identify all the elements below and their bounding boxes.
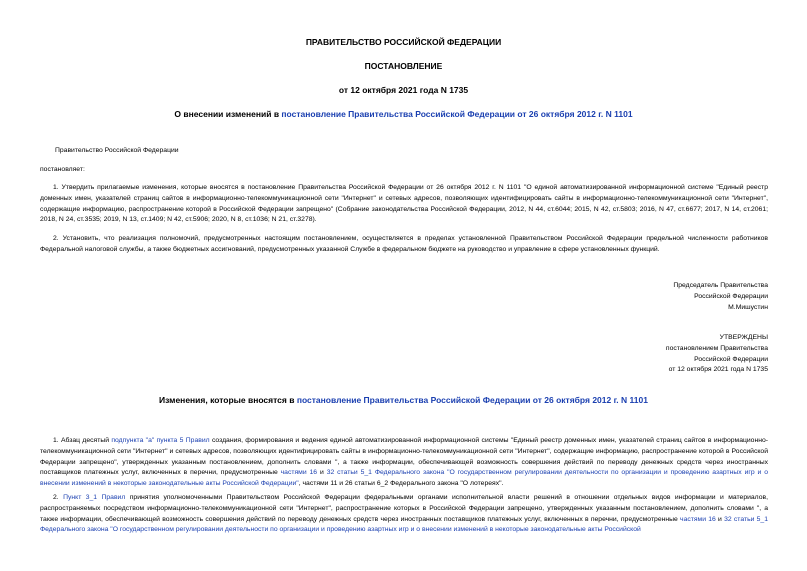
signature-block xyxy=(673,281,768,313)
changes-title xyxy=(0,395,807,405)
change-1-text-a: 1. Абзац десятый xyxy=(53,437,112,444)
document-type-heading: ПОСТАНОВЛЕНИЕ xyxy=(364,61,443,71)
change-1-link-rule[interactable]: подпункта "а" пункта 5 Правил xyxy=(111,437,210,444)
document-title-link[interactable]: постановление Правительства Российской Федерации от 26 октября 2012 г. N 1101 xyxy=(281,109,633,119)
change-1-text-c: и xyxy=(317,469,327,477)
change-1-link-part16[interactable]: частями 16 xyxy=(280,469,318,477)
change-1 xyxy=(40,436,768,490)
change-2-link-rule[interactable]: Пункт 3_1 Правил xyxy=(63,494,126,501)
change-2-link-part16[interactable]: частями 16 xyxy=(680,515,716,523)
decrees-text: постановляет: xyxy=(40,166,85,173)
approval-line-3: от 12 октября 2021 года N 1735 xyxy=(668,366,768,374)
paragraph-1 xyxy=(40,183,768,226)
document-title xyxy=(0,109,807,119)
document-title-prefix: О внесении изменений в xyxy=(174,109,282,119)
change-2-link-law[interactable]: 32 статьи 5_1 Федерального закона "О государственном регулировании деятельности по организации и проведению азартных игр и о внесении изменений в некоторые законодательные акты Российской xyxy=(40,515,768,534)
paragraph-1-text: 1. Утвердить прилагаемые изменения, которые вносятся в постановление Правительства Российской Федерации от 26 октября 2012 г. N 1101 "О единой автоматизированной информационной системе "Единый реестр доменных имен, указателей страниц сайтов в информационно-телекоммуникационной сети "Интернет" и сетевых адресов, позволяющих идентифицировать сайты в информационно-телекоммуникационной сети "Интернет", содержащие информацию, распространение которой в Российской Федерации запрещено" (Собрание законодательства Российской Федерации, 2012, N 44, ст.6044; 2015, N 42, ст.5803; 2016, N 47, ст.6677; 2017, N 14, ст.2061; 2018, N 24, ст.3535; 2019, N 13, ст.1409; N 42, ст.5906; 2020, N 8, ст.1036; N 21, ст.3278). xyxy=(40,184,768,224)
approval-heading: УТВЕРЖДЕНЫ xyxy=(719,334,768,341)
paragraph-2-text: 2. Установить, что реализация полномочий, предусмотренных настоящим постановлением, осуществляется в пределах установленной Правительством Российской Федерации предельной численности работников Федеральной налоговой службы, а также бюджетных ассигнований, предусмотренных указанной Службе в федеральном бюджете на руководство и управление в сфере установленных функций. xyxy=(40,235,768,253)
change-2-text-a: 2. xyxy=(53,494,64,501)
changes-title-prefix: Изменения, которые вносятся в xyxy=(159,395,297,405)
approval-block xyxy=(666,333,768,376)
approval-line-2: Российской Федерации xyxy=(694,355,768,363)
change-1-text-b: создания, формирования и ведения единой автоматизированной информационной системы "Единый реестр доменных имен, указателей страниц сайтов в информационно-телекоммуникационной сети "Интернет" и сетевых адресов, позволяющих идентифицировать сайты в информационно-телекоммуникационной сети "Интернет", содержащие информацию, распространение которой в Российской Федерации запрещено", утвержденных указанным постановлением, дополнить словами ", а также информации, обеспечивающей возможность совершения действий по переводу денежных средств через иностранных поставщиков платежных услуг, включенных в перечни, предусмотренные xyxy=(40,437,769,477)
change-1-text-d: , частями 11 и 26 статьи 6_2 Федерального закона "О лотереях". xyxy=(298,480,504,488)
change-2-text-b: принятия уполномоченными Правительством Российской Федерации федеральными органами исполнительной власти решений в отношении отдельных видов информации и материалов, распространяемых посредством информационно-телекоммуникационной сети "Интернет", распространение которых в Российской Федерации запрещено, утвержденных указанным постановлением, дополнить словами ", а также информации, обеспечивающей возможность совершения действий по переводу денежных средств через иностранных поставщиков платежных услуг, включенных в перечни, предусмотренные xyxy=(40,494,769,523)
signature-name: М.Мишустин xyxy=(728,303,768,311)
changes-title-link[interactable]: постановление Правительства Российской Федерации от 26 октября 2012 г. N 1101 xyxy=(296,395,648,405)
document-date-number: от 12 октября 2021 года N 1735 xyxy=(338,85,469,95)
paragraph-2 xyxy=(40,234,768,256)
change-1-link-law[interactable]: 32 статьи 5_1 Федерального закона "О государственном регулировании деятельности по организации и проведению азартных игр и о внесении изменений в некоторые законодательные акты Российской Федерации" xyxy=(40,469,769,488)
approval-line-1: постановлением Правительства xyxy=(665,344,768,352)
signature-line-1: Председатель Правительства xyxy=(673,282,768,289)
signature-line-2: Российской Федерации xyxy=(694,292,768,300)
government-heading: ПРАВИТЕЛЬСТВО РОССИЙСКОЙ ФЕДЕРАЦИИ xyxy=(305,37,502,47)
change-2 xyxy=(40,493,768,536)
issuer-text: Правительство Российской Федерации xyxy=(55,147,179,154)
change-2-text-c: и xyxy=(715,515,725,523)
